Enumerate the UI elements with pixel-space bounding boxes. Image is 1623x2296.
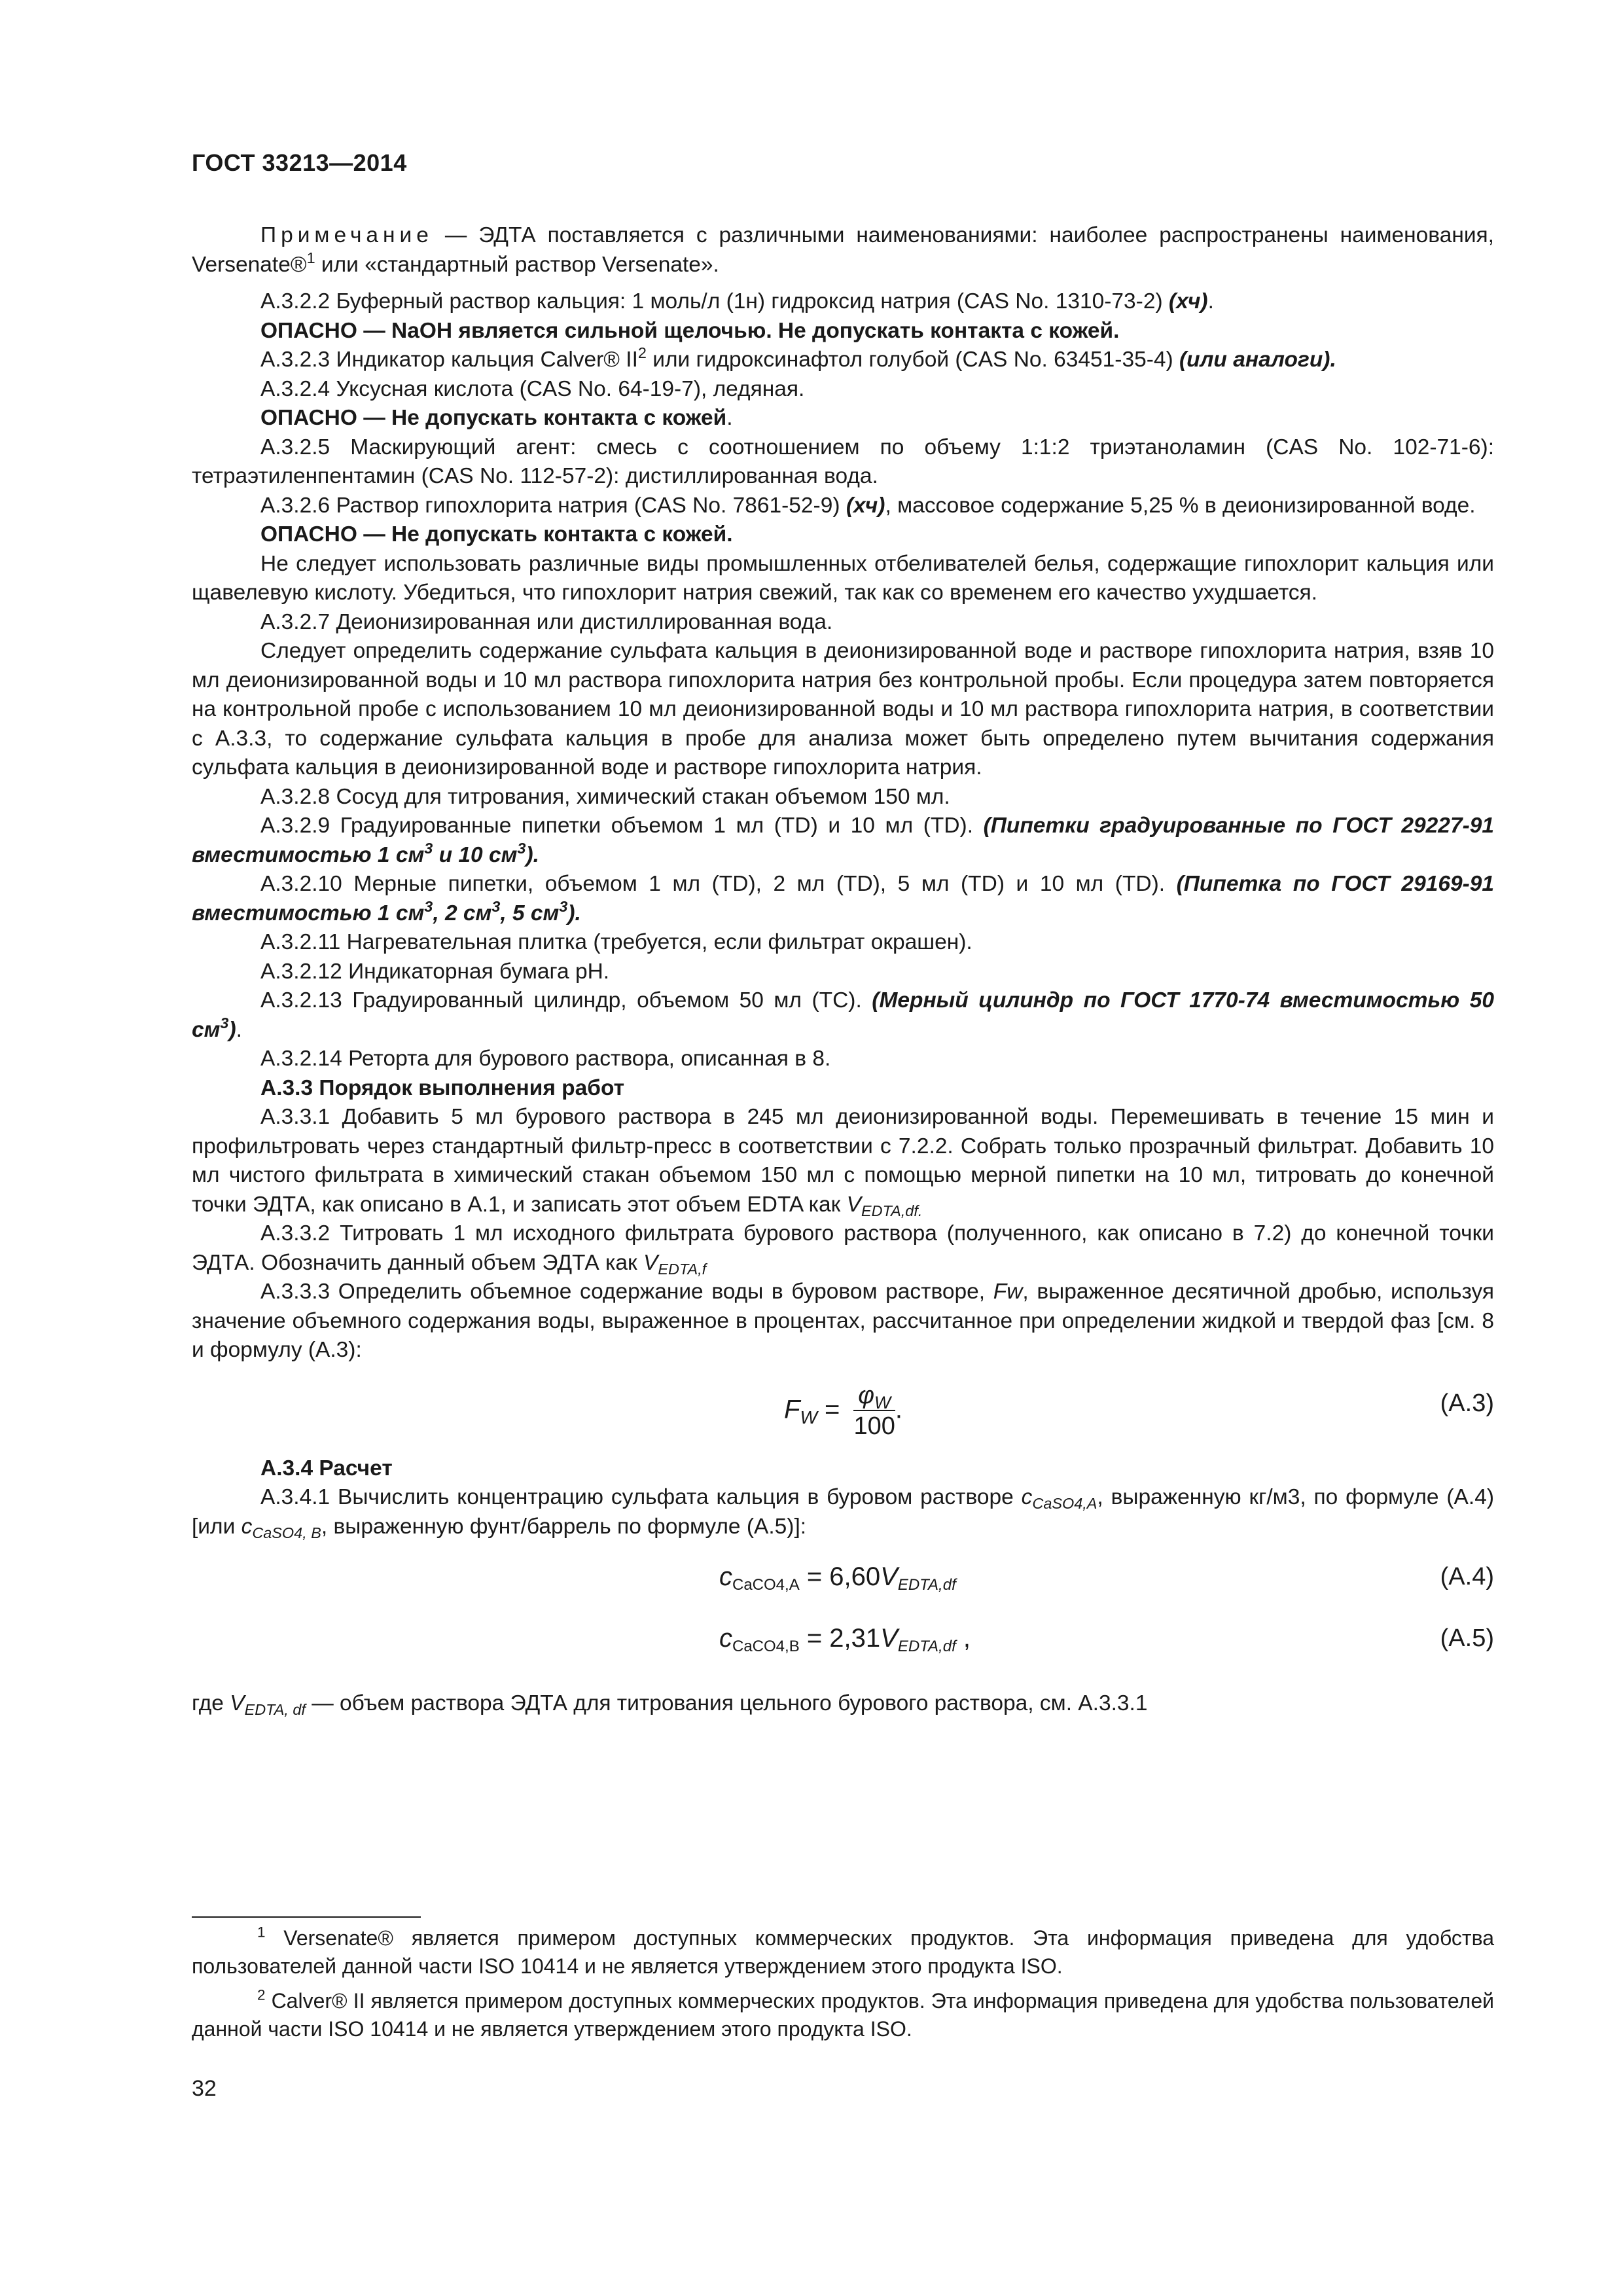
- footnotes: [192, 1924, 1494, 2050]
- section-heading-a33: А.3.3 Порядок выполнения работ: [260, 1075, 625, 1100]
- clause-a332: А.3.3.2 Титровать 1 мл исходного фильтрата бурового раствора (полученного, как описано в 7.2) до конечной точки ЭДТА. Обозначить данный объем ЭДТА как $V_{EDTA,f}$: [192, 1221, 1494, 1278]
- note-label: Примечание: [260, 223, 433, 247]
- danger-skin-2: ОПАСНО — Не допускать контакта с кожей.: [260, 522, 733, 547]
- formula-a3: [192, 1377, 1494, 1454]
- formula-a5: [192, 1624, 1494, 1687]
- clause-a3224: А.3.2.4 Уксусная кислота (CAS No. 64-19-7), ледяная.: [260, 376, 805, 401]
- footnote-divider: [192, 1916, 421, 1918]
- document-page: [192, 0, 1494, 2296]
- formula-a5-expression: $c_{CaCO4,B} = 2,31V_{EDTA,df}$ ,: [719, 1624, 971, 1656]
- formula-a4: [192, 1558, 1494, 1624]
- formula-a5-number: (А.5): [1440, 1624, 1494, 1652]
- clause-a32210: А.3.2.10 Мерные пипетки, объемом 1 мл (TD), 2 мл (TD), 5 мл (TD) и 10 мл (TD). (Пипетка по ГОСТ 29169-91 вместимостью 1 $см^3$, 2 $см^3$, 5 $см^3$).: [192, 872, 1495, 925]
- clause-a32214: А.3.2.14 Реторта для бурового раствора, описанная в 8.: [260, 1047, 831, 1071]
- formula-a4-expression: $c_{CaCO4,A} = 6,60V_{EDTA,df}$: [719, 1562, 956, 1594]
- bleach-paragraph: Не следует использовать различные виды промышленных отбеливателей белья, содержащие гипохлорит кальция или щавелевую кислоту. Убедиться, что гипохлорит натрия свежий, так как со временем его качество ухудшается.: [192, 551, 1494, 605]
- danger-skin-1: ОПАСНО — Не допускать контакта с кожей.: [260, 406, 733, 430]
- clause-a333: А.3.3.3 Определить объемное содержание воды в буровом растворе, Fw, выраженное десятичной дробью, используя значение объемного содержания воды, выраженное в процентах, рассчитанное при определении жидкой и твердой фаз [см. 8 и формулу (А.3):: [192, 1280, 1494, 1362]
- danger-naoh: ОПАСНО — NaOH является сильной щелочью. Не допускать контакта с кожей.: [260, 318, 1120, 343]
- clause-a3229: А.3.2.9 Градуированные пипетки объемом 1 мл (TD) и 10 мл (TD). (Пипетки градуированные по ГОСТ 29227-91 вместимостью 1 $см^3$ и 10 $см^3$).: [192, 814, 1494, 867]
- page-number: 32: [192, 2076, 217, 2101]
- section-heading-a34: А.3.4 Расчет: [260, 1456, 393, 1480]
- clause-a3226: А.3.2.6 Раствор гипохлорита натрия (CAS No. 7861-52-9) (хч), массовое содержание 5,25 % в деионизированной воде.: [260, 493, 1476, 518]
- footnote-2: $^2$ Calver® II является примером доступных коммерческих продуктов. Эта информация приведена для удобства пользователей данной части ISO 10414 и не является утверждением этого продукта ISO.: [192, 1986, 1494, 2041]
- note-paragraph: Примечание — ЭДТА поставляется с различными наименованиями: наиболее распространены наименования, Versenate®$^1$ или «стандартный раствор Versenate».: [192, 223, 1494, 277]
- clause-a331: А.3.3.1 Добавить 5 мл бурового раствора в 245 мл деионизированной воды. Перемешивать в течение 15 мин и профильтровать через стандартный фильтр-пресс в соответствии с 7.2.2. Собрать только прозрачный фильтрат. Добавить 10 мл чистого фильтрата в химический стакан объемом 150 мл с помощью мерной пипетки на 10 мл, титровать до конечной точки ЭДТА, как описано в А.1, и записать этот объем EDTA как $V_{EDTA,df.}$: [192, 1105, 1494, 1219]
- formula-a4-number: (А.4): [1440, 1563, 1494, 1590]
- clause-a3223: А.3.2.3 Индикатор кальция Calver® $II^2$ или гидроксинафтол голубой (CAS No. 63451-35-4) (или аналоги).: [260, 344, 1336, 372]
- clause-a32213: А.3.2.13 Градуированный цилиндр, объемом 50 мл (TC). (Мерный цилиндр по ГОСТ 1770-74 вместимостью 50 $см^3$).: [192, 988, 1494, 1042]
- sulfate-paragraph: Следует определить содержание сульфата кальция в деионизированной воде и растворе гипохлорита натрия, взяв 10 мл деионизированной воды и 10 мл раствора гипохлорита натрия без контрольной пробы. Если процедура затем повторяется на контрольной пробе с использованием 10 мл деионизированной воды и 10 мл раствора гипохлорита натрия, в соответствии с А.3.3, то содержание сульфата кальция в пробе для анализа может быть определено путем вычитания содержания сульфата кальция в деионизированной воде и растворе гипохлорита натрия.: [192, 639, 1494, 780]
- clause-a341: А.3.4.1 Вычислить концентрацию сульфата кальция в буровом растворе $c_{CaSO4,A}$, выраженную кг/м3, по формуле (А.4) [или $c_{CaSO4, B}$, выраженную фунт/баррель по формуле (А.5)]:: [192, 1485, 1494, 1541]
- clause-a32211: А.3.2.11 Нагревательная плитка (требуется, если фильтрат окрашен).: [260, 930, 972, 954]
- where-clause: где $V_{EDTA, df}$ — объем раствора ЭДТА для титрования цельного бурового раствора, см. А.3.3.1: [192, 1691, 1148, 1719]
- formula-a3-expression: $F_W$ = $\frac{\varphi_W}{100}$ .: [784, 1381, 902, 1440]
- clause-a3222: А.3.2.2 Буферный раствор кальция: 1 моль/л (1н) гидроксид натрия (CAS No. 1310-73-2) (хч).: [260, 289, 1214, 314]
- clause-a3228: А.3.2.8 Сосуд для титрования, химический стакан объемом 150 мл.: [260, 784, 950, 809]
- clause-a3227: А.3.2.7 Деионизированная или дистиллированная вода.: [260, 609, 833, 634]
- document-body: [192, 221, 1494, 1719]
- clause-a32212: А.3.2.12 Индикаторная бумага pH.: [260, 959, 610, 984]
- formula-a3-number: (А.3): [1440, 1389, 1494, 1417]
- footnote-1: $^1$ Versenate® является примером доступных коммерческих продуктов. Эта информация приведена для удобства пользователей данной части ISO 10414 и не является утверждением этого продукта ISO.: [192, 1924, 1494, 1978]
- clause-a3225: А.3.2.5 Маскирующий агент: смесь с соотношением по объему 1:1:2 триэтаноламин (CAS No. 102-71-6): тетраэтиленпентамин (CAS No. 112-57-2): дистиллированная вода.: [192, 435, 1494, 488]
- document-header: ГОСТ 33213—2014: [192, 149, 407, 176]
